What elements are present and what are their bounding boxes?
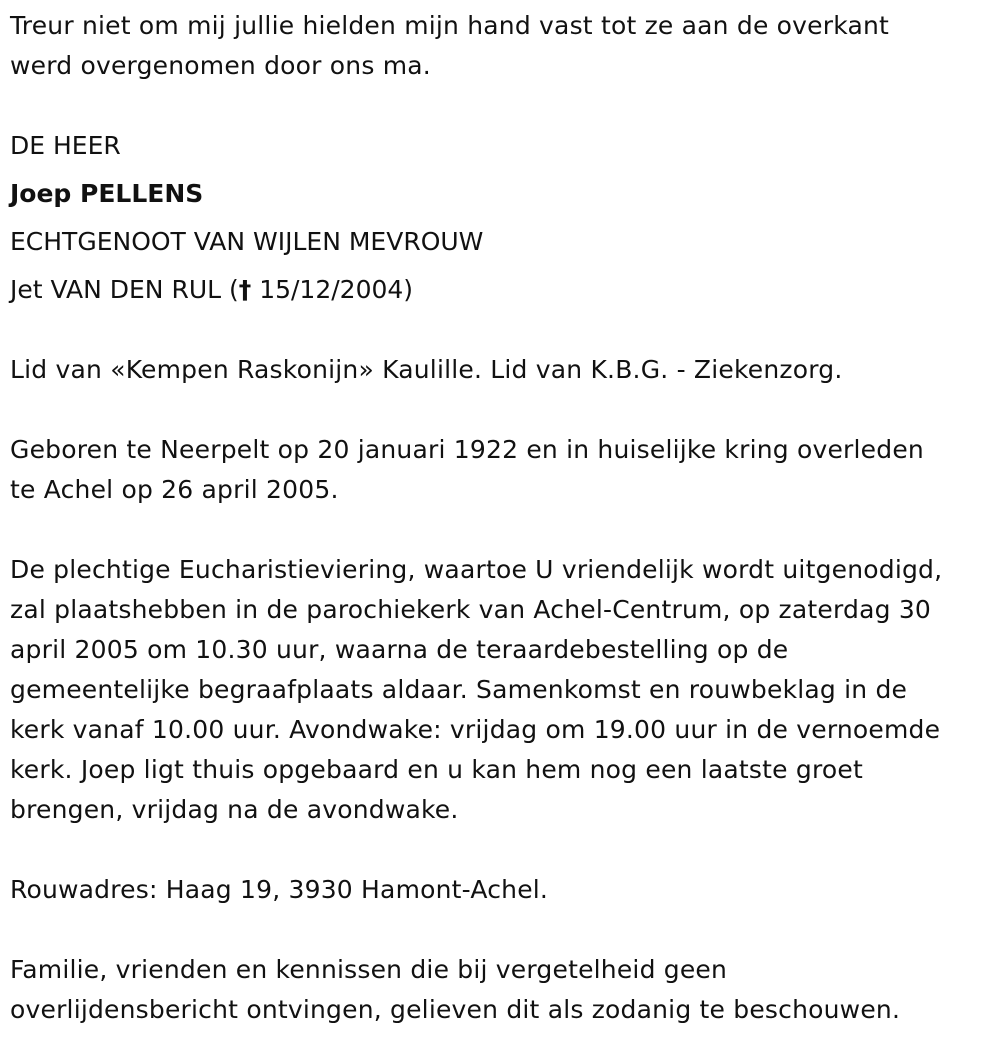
ceremony-line: brengen, vrijdag na de avondwake. bbox=[10, 795, 459, 824]
birth-death-line-1: Geboren te Neerpelt op 20 januari 1922 en in huiselijke kring overleden bbox=[10, 435, 924, 464]
ceremony-line: kerk. Joep ligt thuis opgebaard en u kan hem nog een laatste groet bbox=[10, 755, 863, 784]
deceased-name: Joep PELLENS bbox=[10, 179, 204, 208]
intro-line-1: Treur niet om mij jullie hielden mijn hand vast tot ze aan de overkant bbox=[10, 11, 890, 40]
ceremony-paragraph bbox=[10, 550, 942, 830]
memberships-text: Lid van «Kempen Raskonijn» Kaulille. Lid van K.B.G. - Ziekenzorg. bbox=[10, 355, 843, 384]
spouse-name: Jet VAN DEN RUL ( bbox=[10, 275, 239, 304]
birth-death-paragraph bbox=[10, 430, 924, 510]
spouse-death-date: 15/12/2004) bbox=[251, 275, 414, 304]
mourning-address-paragraph bbox=[10, 870, 548, 910]
deceased-heading bbox=[10, 122, 483, 314]
spouse-line bbox=[10, 266, 483, 314]
birth-death-line-2: te Achel op 26 april 2005. bbox=[10, 475, 339, 504]
memberships-paragraph bbox=[10, 350, 842, 390]
ceremony-line: kerk vanaf 10.00 uur. Avondwake: vrijdag om 19.00 uur in de vernoemde bbox=[10, 715, 941, 744]
closing-line-2: overlijdensbericht ontvingen, gelieven dit als zodanig te beschouwen. bbox=[10, 995, 901, 1024]
cross-icon: † bbox=[238, 275, 252, 304]
deceased-title: DE HEER bbox=[10, 131, 121, 160]
closing-line-1: Familie, vrienden en kennissen die bij vergetelheid geen bbox=[10, 955, 728, 984]
intro-line-2: werd overgenomen door ons ma. bbox=[10, 51, 431, 80]
ceremony-line: zal plaatshebben in de parochiekerk van Achel-Centrum, op zaterdag 30 bbox=[10, 595, 932, 624]
spouse-label: ECHTGENOOT VAN WIJLEN MEVROUW bbox=[10, 227, 484, 256]
ceremony-line: De plechtige Eucharistieviering, waartoe U vriendelijk wordt uitgenodigd, bbox=[10, 555, 943, 584]
closing-paragraph bbox=[10, 950, 900, 1030]
ceremony-line: gemeentelijke begraafplaats aldaar. Samenkomst en rouwbeklag in de bbox=[10, 675, 908, 704]
ceremony-line: april 2005 om 10.30 uur, waarna de teraardebestelling op de bbox=[10, 635, 789, 664]
intro-verse bbox=[10, 6, 889, 86]
mourning-address: Rouwadres: Haag 19, 3930 Hamont-Achel. bbox=[10, 875, 549, 904]
